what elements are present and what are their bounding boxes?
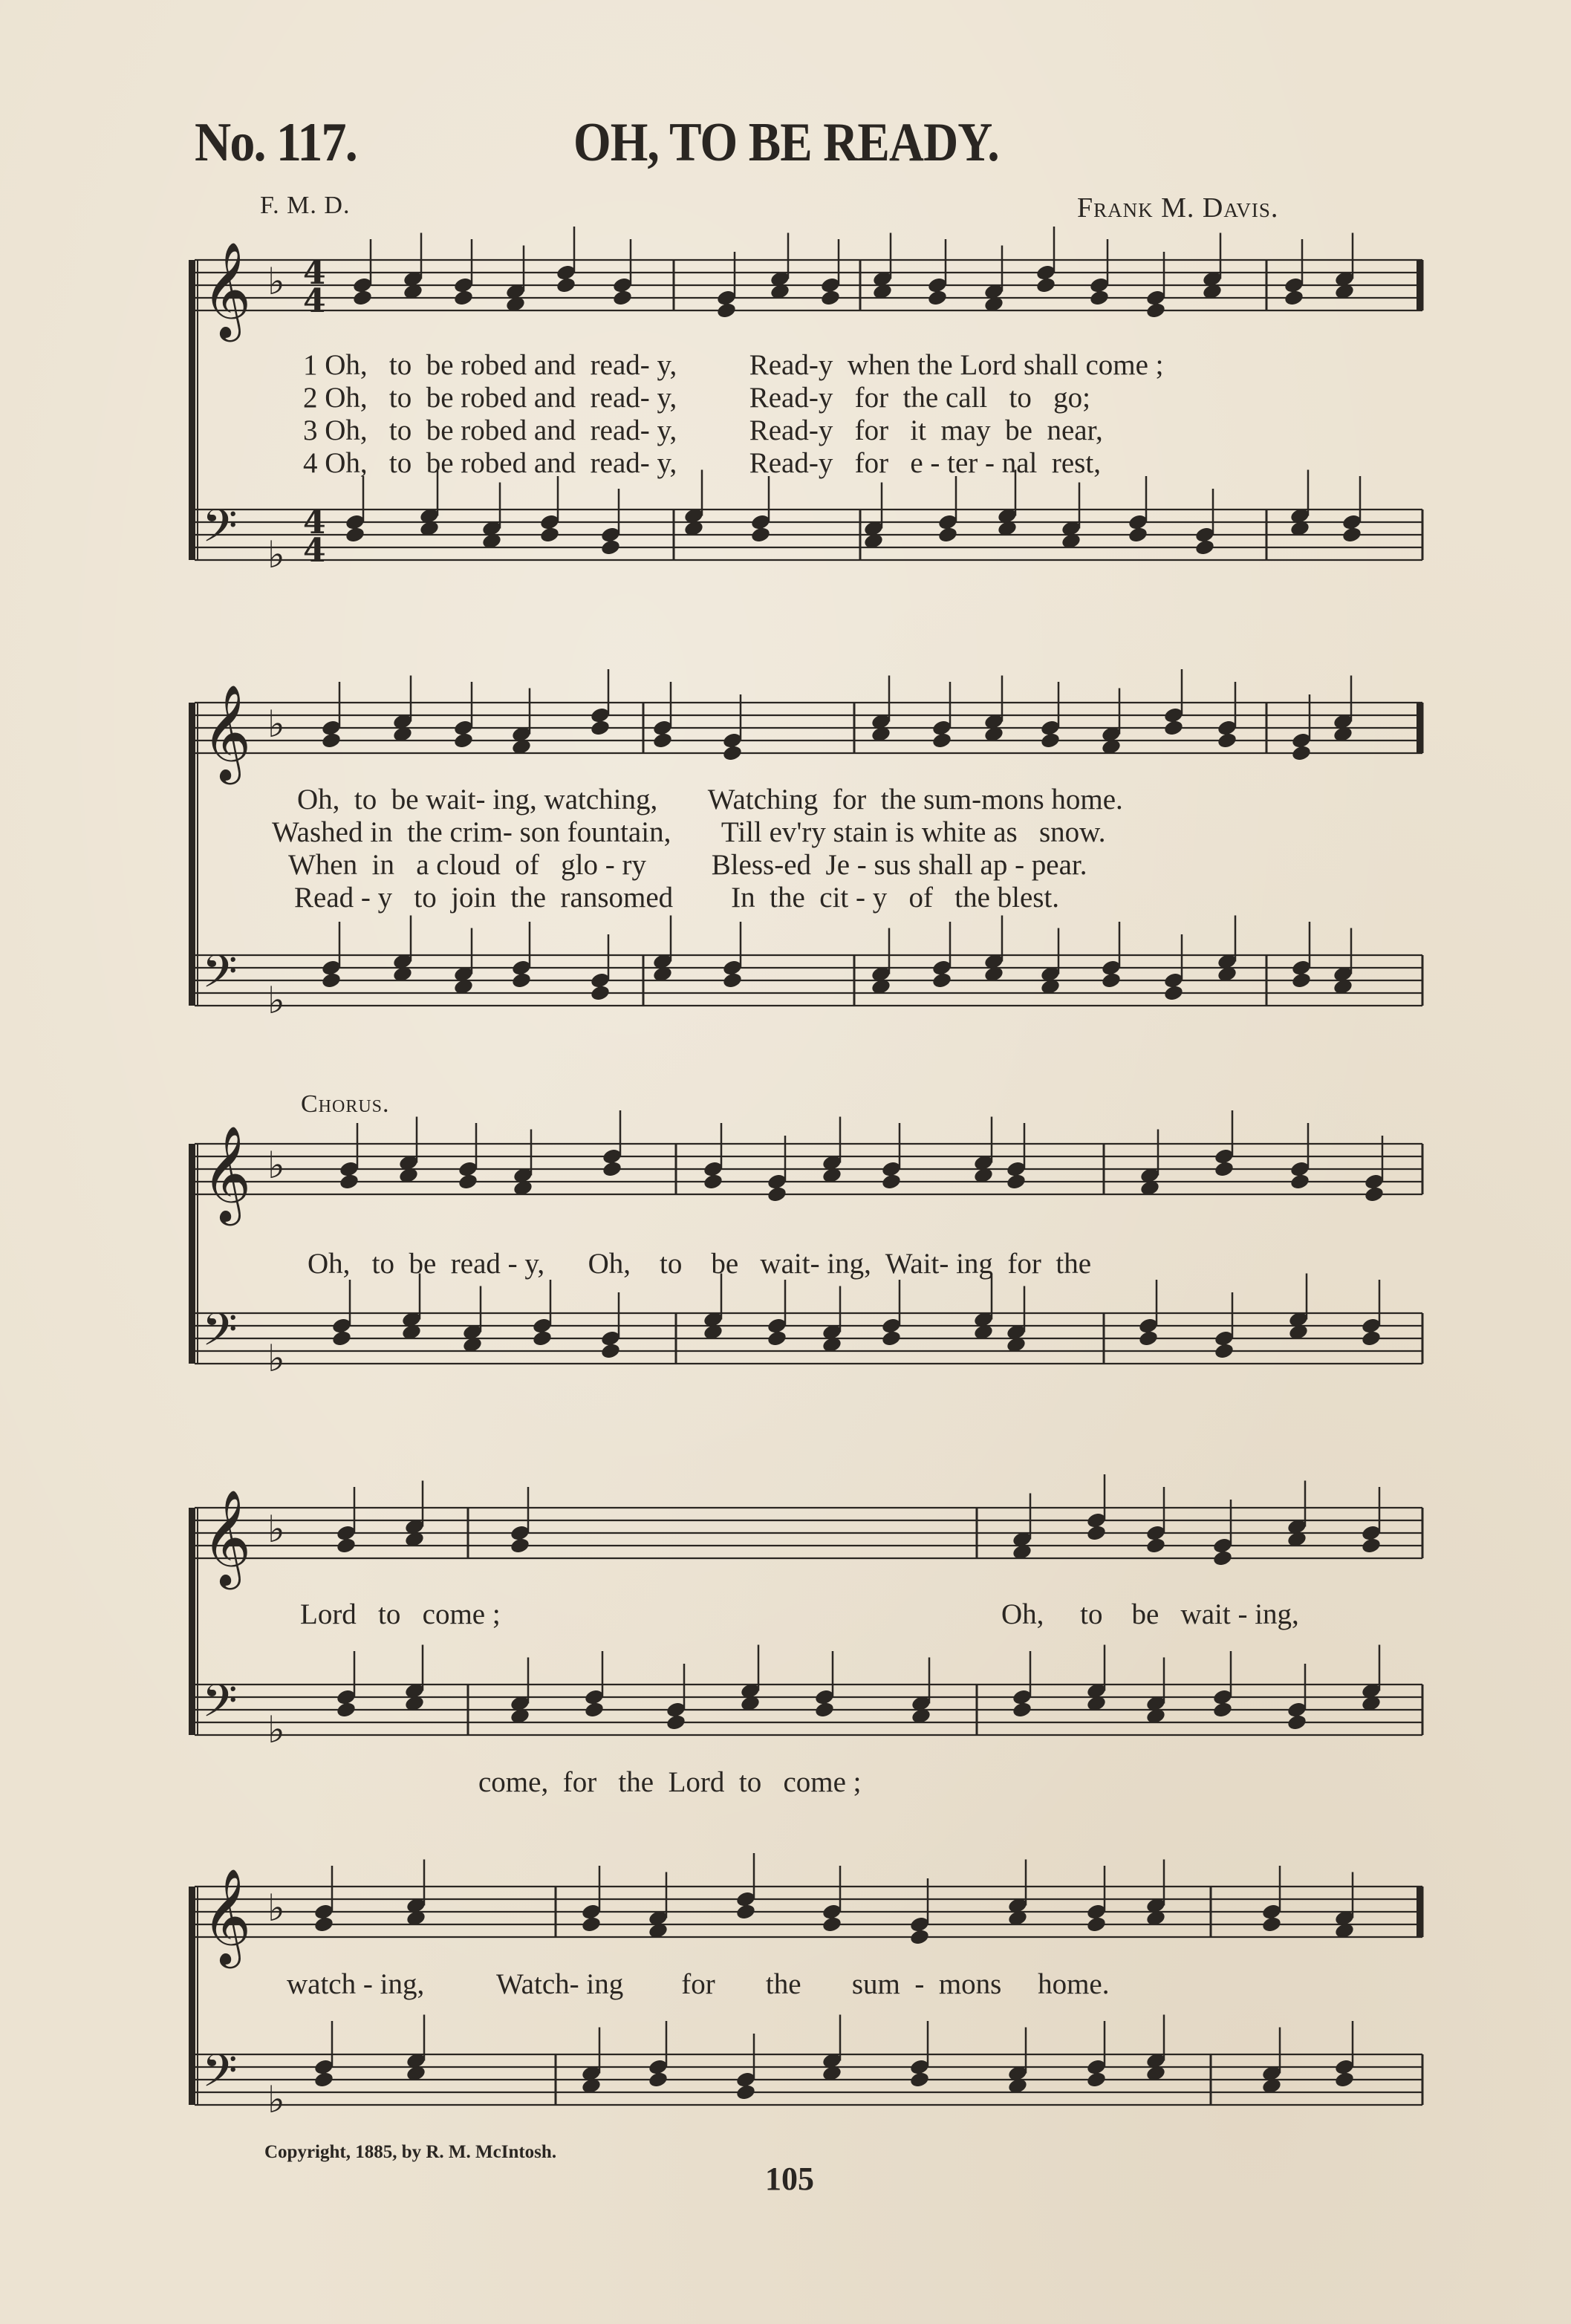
note-head bbox=[931, 732, 952, 749]
note-head bbox=[652, 732, 673, 749]
note-head bbox=[1006, 1173, 1027, 1191]
chorus-line-1: Oh, to be read - y, Oh, to be wait- ing, Wait- ing for the bbox=[308, 1248, 1092, 1280]
note-head bbox=[1101, 971, 1122, 989]
bass-clef: 𝄢 bbox=[202, 2045, 238, 2109]
note-head bbox=[1128, 526, 1148, 544]
note-head bbox=[909, 2071, 930, 2089]
note-head bbox=[339, 1173, 360, 1191]
note-head bbox=[321, 971, 342, 989]
note-head bbox=[1361, 1537, 1382, 1555]
key-signature-flat: ♭ bbox=[267, 1887, 285, 1930]
chorus-line-2-bass: come, for the Lord to come ; bbox=[478, 1766, 862, 1798]
note-head bbox=[927, 289, 948, 307]
note-head bbox=[909, 1928, 930, 1946]
system-bracket bbox=[189, 1508, 195, 1735]
note-head bbox=[716, 302, 737, 319]
note-head bbox=[1361, 1329, 1382, 1347]
final-barline bbox=[1416, 1887, 1422, 1937]
note-head bbox=[1086, 2071, 1107, 2089]
note-head bbox=[881, 1173, 902, 1191]
time-signature-bottom: 4 bbox=[303, 532, 326, 570]
verse-1-line-2: Oh, to be wait- ing, watching, Watching for the sum-mons home. bbox=[297, 784, 1123, 816]
note-head bbox=[510, 1537, 530, 1555]
verse-4-line-2: Read - y to join the ransomed In the cit - y of the blest. bbox=[294, 882, 1060, 914]
system-bracket bbox=[189, 260, 195, 560]
hymn-title: OH, TO BE READY. bbox=[573, 112, 999, 173]
note-head bbox=[590, 719, 611, 737]
note-head bbox=[453, 289, 474, 307]
note-head bbox=[458, 1173, 478, 1191]
key-signature-flat: ♭ bbox=[267, 1144, 285, 1187]
note-head bbox=[352, 289, 373, 307]
system-bracket bbox=[189, 1144, 195, 1364]
key-signature-flat: ♭ bbox=[267, 1508, 285, 1551]
note-head bbox=[1138, 1329, 1159, 1347]
note-head bbox=[584, 1701, 605, 1719]
note-head bbox=[1341, 526, 1362, 544]
note-head bbox=[648, 2071, 669, 2089]
key-signature-flat: ♭ bbox=[267, 979, 285, 1022]
note-head bbox=[1086, 1915, 1107, 1933]
key-signature-flat: ♭ bbox=[267, 260, 285, 303]
treble-clef: 𝄞 bbox=[202, 1489, 252, 1586]
note-head bbox=[336, 1537, 357, 1555]
verse-2-line-1: 2 Oh, to be robed and read- y, Read-y for the call to go; bbox=[303, 382, 1090, 414]
chorus-label: Chorus. bbox=[301, 1090, 390, 1118]
note-head bbox=[1291, 971, 1312, 989]
final-barline bbox=[1416, 703, 1422, 753]
note-head bbox=[331, 1329, 352, 1347]
note-head bbox=[1145, 1537, 1166, 1555]
note-head bbox=[703, 1173, 723, 1191]
note-head bbox=[881, 1329, 902, 1347]
bass-clef: 𝄢 bbox=[202, 500, 238, 564]
treble-clef: 𝄞 bbox=[202, 1125, 252, 1222]
verse-3-line-2: When in a cloud of glo - ry Bless-ed Je - sus shall ap - pear. bbox=[288, 849, 1087, 881]
hymn-number: No. 117. bbox=[195, 112, 357, 173]
note-head bbox=[1212, 1701, 1233, 1719]
chorus-line-3: watch - ing, Watch- ing for the sum - mons home. bbox=[287, 1968, 1110, 2000]
final-barline bbox=[1416, 260, 1422, 310]
note-head bbox=[345, 526, 365, 544]
note-head bbox=[1284, 289, 1304, 307]
note-head bbox=[1289, 1173, 1310, 1191]
note-head bbox=[767, 1185, 787, 1203]
chorus-line-2-treble-b: Oh, to be wait - ing, bbox=[1001, 1598, 1299, 1630]
note-head bbox=[453, 732, 474, 749]
bass-clef: 𝄢 bbox=[202, 1303, 238, 1367]
note-head bbox=[1217, 732, 1237, 749]
note-head bbox=[820, 289, 841, 307]
treble-clef: 𝄞 bbox=[202, 1868, 252, 1965]
key-signature-flat: ♭ bbox=[267, 1708, 285, 1751]
lyricist-credit: F. M. D. bbox=[260, 192, 351, 219]
bass-clef: 𝄢 bbox=[202, 1675, 238, 1739]
chorus-line-2-treble: Lord to come ; bbox=[300, 1598, 501, 1630]
note-head bbox=[937, 526, 958, 544]
note-head bbox=[532, 1329, 553, 1347]
note-head bbox=[722, 971, 743, 989]
key-signature-flat: ♭ bbox=[267, 2078, 285, 2121]
verse-4-line-1: 4 Oh, to be robed and read- y, Read-y for e - ter - nal rest, bbox=[303, 447, 1101, 479]
time-signature-top: 4 bbox=[303, 504, 326, 541]
time-signature-top: 4 bbox=[303, 254, 326, 292]
note-head bbox=[814, 1701, 835, 1719]
note-head bbox=[1364, 1185, 1385, 1203]
note-head bbox=[931, 971, 952, 989]
note-head bbox=[313, 2071, 334, 2089]
key-signature-flat: ♭ bbox=[267, 1337, 285, 1380]
note-head bbox=[750, 526, 771, 544]
note-head bbox=[1163, 719, 1184, 737]
note-head bbox=[1040, 732, 1061, 749]
note-head bbox=[600, 1342, 621, 1360]
page-number: 105 bbox=[765, 2161, 814, 2197]
note-head bbox=[336, 1701, 357, 1719]
note-head bbox=[1194, 538, 1215, 556]
note-head bbox=[600, 538, 621, 556]
treble-clef: 𝄞 bbox=[202, 241, 252, 338]
note-head bbox=[1291, 744, 1312, 762]
note-head bbox=[556, 276, 576, 294]
note-head bbox=[822, 1915, 842, 1933]
system-bracket bbox=[189, 703, 195, 1006]
treble-clef: 𝄞 bbox=[202, 684, 252, 781]
note-head bbox=[1214, 1160, 1235, 1178]
note-head bbox=[539, 526, 560, 544]
note-head bbox=[581, 1915, 602, 1933]
time-signature-bottom: 4 bbox=[303, 282, 326, 320]
note-head bbox=[321, 732, 342, 749]
verse-3-line-1: 3 Oh, to be robed and read- y, Read-y for it may be near, bbox=[303, 414, 1103, 446]
key-signature-flat: ♭ bbox=[267, 703, 285, 746]
note-head bbox=[1214, 1342, 1235, 1360]
note-head bbox=[1261, 1915, 1282, 1933]
note-head bbox=[1012, 1701, 1032, 1719]
note-head bbox=[590, 984, 611, 1002]
note-head bbox=[735, 1903, 756, 1921]
note-head bbox=[735, 2083, 756, 2101]
verse-1-line-1: 1 Oh, to be robed and read- y, Read-y when the Lord shall come ; bbox=[303, 349, 1164, 381]
copyright-notice: Copyright, 1885, by R. M. McIntosh. bbox=[264, 2142, 557, 2162]
verse-2-line-2: Washed in the crim- son fountain, Till ev'ry stain is white as snow. bbox=[272, 816, 1106, 848]
note-head bbox=[511, 971, 532, 989]
note-head bbox=[313, 1915, 334, 1933]
note-head bbox=[602, 1160, 622, 1178]
note-head bbox=[1334, 2071, 1355, 2089]
bass-clef: 𝄢 bbox=[202, 945, 238, 1009]
note-head bbox=[1287, 1713, 1307, 1731]
note-head bbox=[1086, 1524, 1107, 1542]
note-head bbox=[612, 289, 633, 307]
note-head bbox=[1089, 289, 1110, 307]
note-head bbox=[1145, 302, 1166, 319]
note-head bbox=[666, 1713, 686, 1731]
system-bracket bbox=[189, 1887, 195, 2105]
composer-credit: Frank M. Davis. bbox=[1077, 192, 1279, 224]
note-head bbox=[1212, 1549, 1233, 1567]
note-head bbox=[1035, 276, 1056, 294]
note-head bbox=[1163, 984, 1184, 1002]
key-signature-flat: ♭ bbox=[267, 533, 285, 576]
note-head bbox=[722, 744, 743, 762]
note-head bbox=[767, 1329, 787, 1347]
